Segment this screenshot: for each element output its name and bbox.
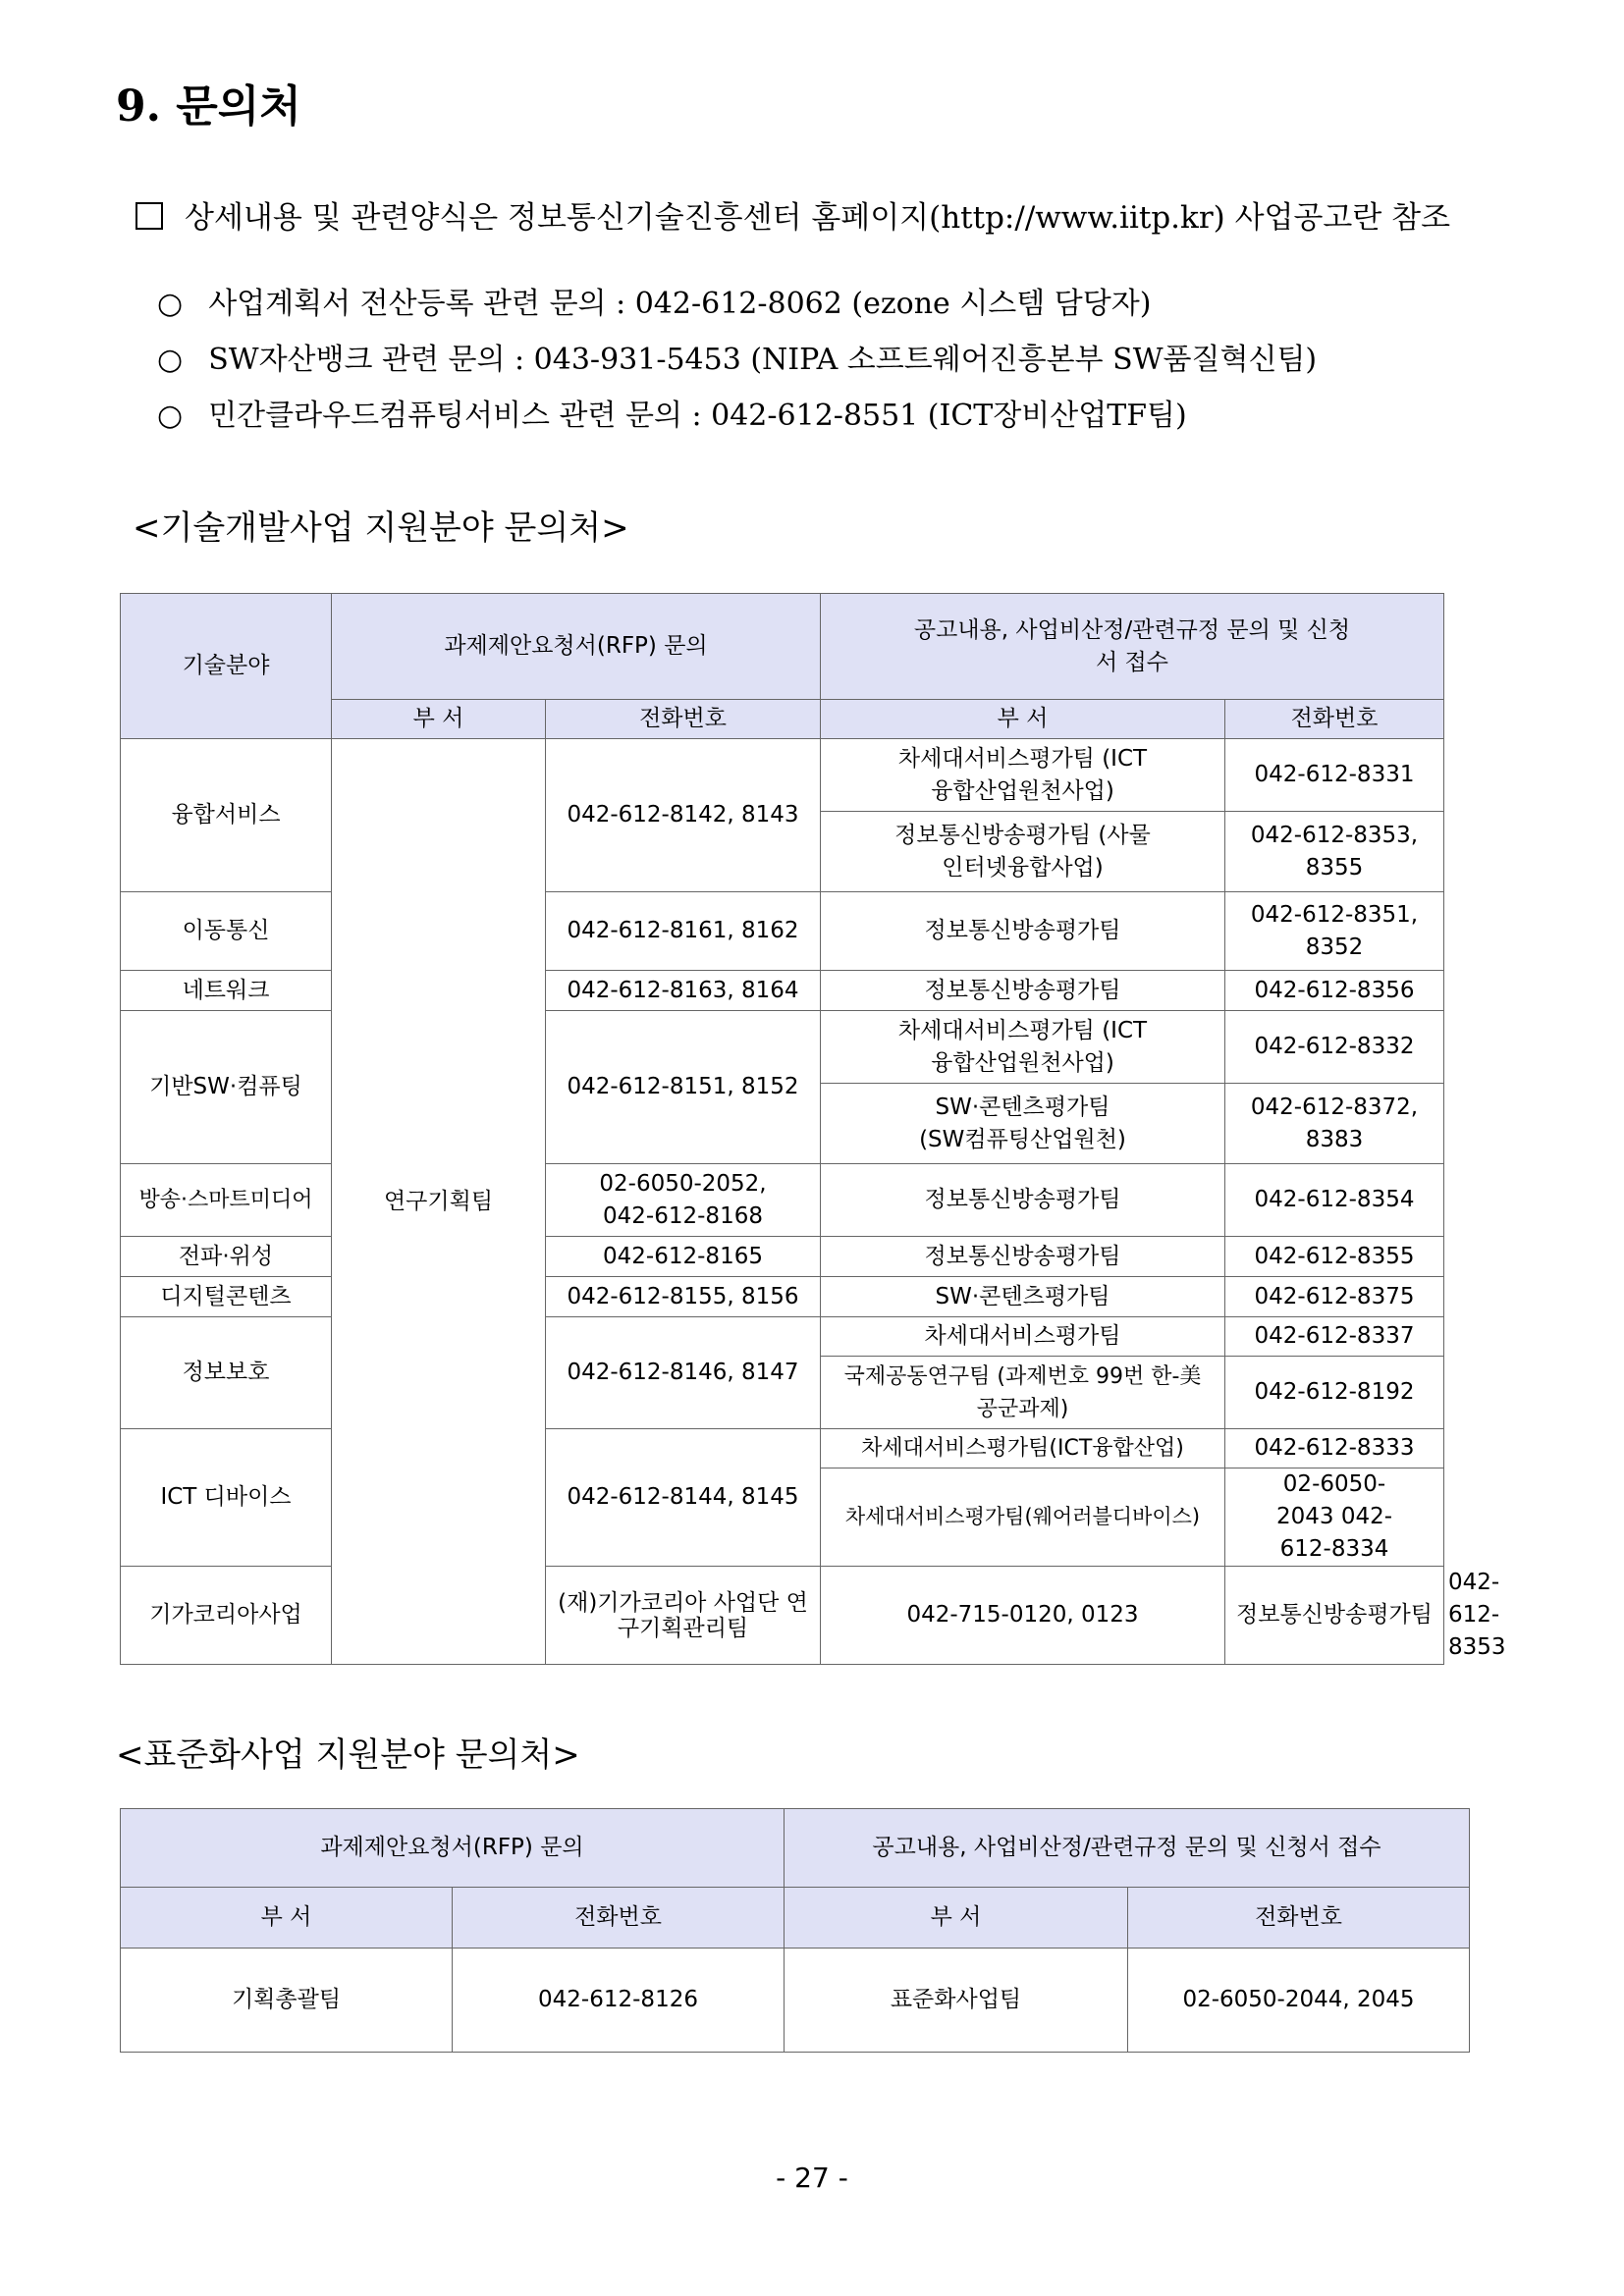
header-rfp: 과제제안요청서(RFP) 문의	[332, 594, 821, 700]
dept-cell: 정보통신방송평가팀	[821, 1164, 1225, 1237]
header-phone: 전화번호	[1225, 700, 1444, 739]
rfp-phone-cell: 042-612-8165	[546, 1237, 821, 1277]
checkbox-square-icon	[135, 202, 163, 230]
field-cell: 방송·스마트미디어	[121, 1164, 332, 1237]
dept-cell: SW·콘텐츠평가팀	[821, 1277, 1225, 1317]
header-rfp: 과제제안요청서(RFP) 문의	[121, 1809, 785, 1888]
dept-cell: 정보통신방송평가팀	[1225, 1567, 1444, 1665]
rfp-phone-cell: 042-612-8144, 8145	[546, 1429, 821, 1567]
phone-cell: 042-612-8354	[1225, 1164, 1444, 1237]
rfp-phone-cell: 042-715-0120, 0123	[821, 1567, 1225, 1665]
phone-cell: 042-612-8372, 8383	[1225, 1084, 1444, 1164]
dept-cell: 차세대서비스평가팀(웨어러블디바이스)	[821, 1468, 1225, 1567]
phone-cell: 02-6050-2044, 2045	[1128, 1949, 1470, 2053]
contact-text: 사업계획서 전산등록 관련 문의 : 042-612-8062 (ezone 시스템 담당자)	[208, 287, 1152, 321]
contact-item	[157, 279, 1151, 322]
header-dept: 부 서	[121, 1888, 453, 1949]
field-cell: ICT 디바이스	[121, 1429, 332, 1567]
phone-cell: 042-612-8331	[1225, 739, 1444, 812]
dept-cell: 국제공동연구팀 (과제번호 99번 한-美 공군과제)	[821, 1357, 1225, 1429]
dept-cell: 정보통신방송평가팀 (사물인터넷융합사업)	[821, 812, 1225, 892]
dept-cell: 정보통신방송평가팀	[821, 892, 1225, 971]
field-cell: 기가코리아사업	[121, 1567, 332, 1665]
phone-cell: 02-6050-2043 042-612-8334	[1225, 1468, 1444, 1567]
notice-line	[135, 192, 1450, 237]
dept-cell: SW·콘텐츠평가팀 (SW컴퓨팅산업원천)	[821, 1084, 1225, 1164]
field-cell: 디지털콘텐츠	[121, 1277, 332, 1317]
phone-cell: 042-612-8356	[1225, 971, 1444, 1011]
field-cell: 융합서비스	[121, 739, 332, 892]
rfp-phone-cell: 042-612-8151, 8152	[546, 1011, 821, 1164]
header-field: 기술분야	[121, 594, 332, 739]
bullet-circle: ○	[157, 287, 184, 321]
dept-cell: 차세대서비스평가팀	[821, 1317, 1225, 1357]
contact-item	[157, 335, 1317, 378]
header-phone: 전화번호	[1128, 1888, 1470, 1949]
contact-text: SW자산뱅크 관련 문의 : 043-931-5453 (NIPA 소프트웨어진흥본부 SW품질혁신팀)	[208, 343, 1318, 377]
header-dept: 부 서	[785, 1888, 1128, 1949]
rfp-phone-cell: 042-612-8161, 8162	[546, 892, 821, 971]
dept-cell: 정보통신방송평가팀	[821, 1237, 1225, 1277]
field-cell: 정보보호	[121, 1317, 332, 1429]
dept-cell: 정보통신방송평가팀	[821, 971, 1225, 1011]
field-cell: 전파·위성	[121, 1237, 332, 1277]
tech-contact-table: 기술분야 과제제안요청서(RFP) 문의 공고내용, 사업비산정/관련규정 문의 및 신청서 접수 부 서 전화번호 부 서 전화번호 융합서비스 연구기획팀 042-612-8142, 8143 차세대서비스평가팀 (ICT융합산업원천사업) 042-612-8331 정보통신방송평가팀 (사물인터넷융합사업) 042-612-8353, 8355 이동통신 042-612-8161, 8162 정보통신방송평가팀 042-612-8351, 8352 네트워크 042-612-8163, 8164 정보통신방송평가팀 042-612-8356 기반SW·컴퓨팅 042-612-8151, 8152 차세대서비스평가팀 (ICT융합산업원천사업) 042-612-8332 SW·콘텐츠평가팀 (SW컴퓨팅산업원천) 042-612-8372, 8383 방송·스마트미디어 02-6050-2052, 042-612-8168 정보통신방송평가팀 042-612-8354 전파·위성 042-612-8165 정보통신방송평가팀 042-612-8355 디지털콘텐츠 042-612-8155, 8156 SW·콘텐츠평가팀 042-612-8375 정보보호 042-612-8146, 8147 차세대서비스평가팀 042-612-8337 국제공동연구팀 (과제번호 99번 한-美 공군과제) 042-612-8192 ICT 디바이스 042-612-8144, 8145 차세대서비스평가팀(ICT융합산업) 042-612-8333 차세대서비스평가팀(웨어러블디바이스) 02-6050-2043 042-612-8334 기가코리아사업 (재)기가코리아 사업단 연구기획관리팀 042-715-0120, 0123 정보통신방송평가팀 042-612-8353	[120, 593, 1444, 1665]
bullet-circle: ○	[157, 343, 184, 377]
phone-cell: 042-612-8333	[1225, 1429, 1444, 1468]
header-phone: 전화번호	[453, 1888, 785, 1949]
phone-cell: 042-612-8353, 8355	[1225, 812, 1444, 892]
tech-table-title: <기술개발사업 지원분야 문의처>	[133, 508, 629, 548]
header-notice: 공고내용, 사업비산정/관련규정 문의 및 신청서 접수	[785, 1809, 1470, 1888]
phone-cell: 042-612-8351, 8352	[1225, 892, 1444, 971]
phone-cell: 042-612-8375	[1225, 1277, 1444, 1317]
phone-cell: 042-612-8332	[1225, 1011, 1444, 1084]
field-cell: 기반SW·컴퓨팅	[121, 1011, 332, 1164]
rfp-dept-cell: 연구기획팀	[332, 739, 546, 1665]
contact-item	[157, 391, 1187, 434]
phone-cell: 042-612-8192	[1225, 1357, 1444, 1429]
field-cell: 네트워크	[121, 971, 332, 1011]
rfp-phone-cell: 042-612-8146, 8147	[546, 1317, 821, 1429]
dept-cell: 표준화사업팀	[785, 1949, 1128, 2053]
dept-cell: 차세대서비스평가팀 (ICT융합산업원천사업)	[821, 1011, 1225, 1084]
rfp-phone-cell: 02-6050-2052, 042-612-8168	[546, 1164, 821, 1237]
rfp-dept-cell: 기획총괄팀	[121, 1949, 453, 2053]
header-dept: 부 서	[821, 700, 1225, 739]
field-cell: 이동통신	[121, 892, 332, 971]
dept-cell: 차세대서비스평가팀(ICT융합산업)	[821, 1429, 1225, 1468]
rfp-phone-cell: 042-612-8142, 8143	[546, 739, 821, 892]
std-table-title: <표준화사업 지원분야 문의처>	[116, 1735, 580, 1775]
phone-cell: 042-612-8355	[1225, 1237, 1444, 1277]
std-contact-table	[120, 1808, 1470, 2053]
rfp-phone-cell: 042-612-8126	[453, 1949, 785, 2053]
bullet-circle: ○	[157, 399, 184, 433]
page-number: - 27 -	[776, 2162, 848, 2194]
notice-text: 상세내용 및 관련양식은 정보통신기술진흥센터 홈페이지(http://www.iitp.kr) 사업공고란 참조	[185, 200, 1451, 236]
header-notice: 공고내용, 사업비산정/관련규정 문의 및 신청서 접수	[821, 594, 1444, 700]
header-phone: 전화번호	[546, 700, 821, 739]
contact-text: 민간클라우드컴퓨팅서비스 관련 문의 : 042-612-8551 (ICT장비산업TF팀)	[208, 399, 1187, 433]
rfp-dept-cell: (재)기가코리아 사업단 연구기획관리팀	[546, 1567, 821, 1665]
header-dept: 부 서	[332, 700, 546, 739]
rfp-phone-cell: 042-612-8163, 8164	[546, 971, 821, 1011]
dept-cell: 차세대서비스평가팀 (ICT융합산업원천사업)	[821, 739, 1225, 812]
section-heading: 9. 문의처	[116, 81, 301, 132]
rfp-phone-cell: 042-612-8155, 8156	[546, 1277, 821, 1317]
phone-cell: 042-612-8337	[1225, 1317, 1444, 1357]
